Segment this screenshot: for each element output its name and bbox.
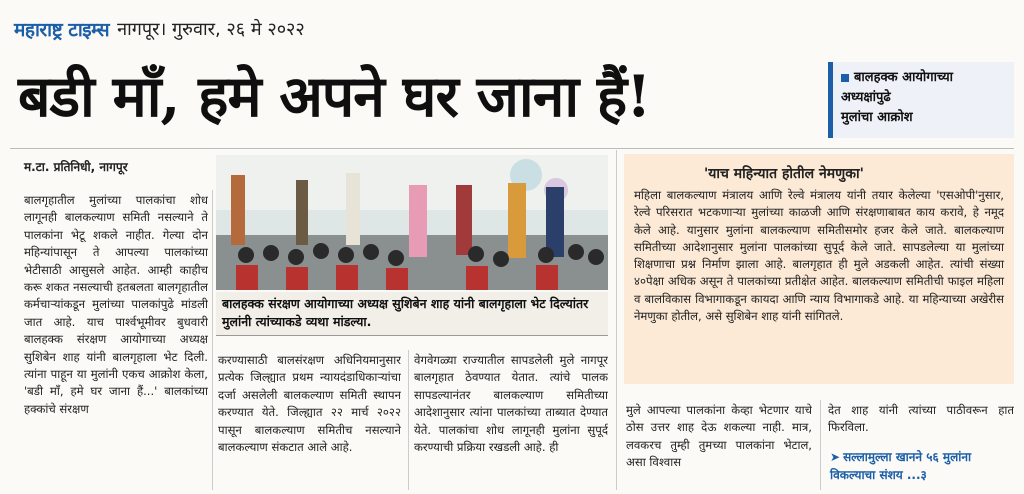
news-photo: [216, 155, 608, 290]
boxout-title: 'याच महिन्यात होतील नेमणुका': [704, 166, 864, 182]
related-story-text: सल्लामुल्ला खानने ५६ मुलांना विकल्याचा संशय ...३: [830, 450, 972, 482]
photo-caption: बालहक्क संरक्षण आयोगाच्या अध्यक्ष सुशिबेन शाह यांनी बालगृहाला भेट दिल्यांतर मुलांनी त्यांच्याकडे व्यथा मांडल्या.: [216, 292, 608, 336]
summary-line-3: मुलांचा आक्रोश: [841, 110, 913, 125]
story-summary-box: [828, 62, 1014, 138]
article-column-4: मुले आपल्या पालकांना केव्हा भेटणार याचे ठोस उत्तर शाह देऊ शकल्या नाही. मात्र, लवकरच तुम्ही तुमच्या पालकांना भेटाल, असा विश्वास: [626, 403, 812, 470]
summary-line-1: बालहक्क आयोगाच्या: [854, 70, 954, 85]
headline-divider: [10, 148, 1014, 149]
column-divider: [212, 190, 213, 490]
dateline: नागपूर। गुरुवार, २६ मे २०२२: [117, 19, 305, 40]
boxout: [624, 154, 1014, 384]
byline: म.टा. प्रतिनिधी, नागपूर: [24, 160, 128, 174]
column-divider: [408, 350, 409, 490]
related-story-link[interactable]: [830, 448, 1018, 484]
arrow-right-icon: ➤: [830, 450, 841, 464]
headline: बडी माँ, हमे अपने घर जाना हैं!: [18, 63, 651, 130]
column-divider: [616, 150, 617, 490]
newspaper-brand: महाराष्ट्र टाइम्स: [14, 19, 110, 41]
article-column-2: करण्यासाठी बालसंरक्षण अधिनियमानुसार प्रत्येक जिल्ह्यात प्रथम न्यायदंडाधिकाऱ्यांचा दर्जा असलेली बालकल्याण समिती स्थापन करण्यात येते. जिल्ह्यात २२ मार्च २०२२ पासून बालकल्याण समितीच नसल्याने बालकल्याण संकटात आले आहे.: [218, 353, 401, 455]
article-column-3: वेगवेगळ्या राज्यातील सापडलेली मुले नागपूर बालगृहात ठेवण्यात येतात. त्यांचे पालक सापडल्यानंतर बालकल्याण समितीच्या आदेशानुसार त्यांना पालकांच्या ताब्यात देण्यात येते. पालकांचा शोध लागूनही मुलांना सुपूर्द करण्याची प्रक्रिया रखडली आहे. ही: [414, 353, 608, 455]
masthead: [14, 16, 305, 42]
article-column-1: बालगृहातील मुलांच्या पालकांचा शोध लागूनही बालकल्याण समिती नसल्याने ते पालकांना भेटू शकले नाहीत. गेल्या दोन महिन्यांपासून ते आपल्या पालकांच्या भेटीसाठी आसुसले आहेत. आम्ही काहीच करू शकत नसल्याची हतबलता बालगृहातील कर्मचाऱ्यांकडून मुलांच्या पालकांपुढे मांडली जात आहे. याच पार्श्वभूमीवर बुधवारी बालहक्क संरक्षण आयोगाच्या अध्यक्ष सुशिबेन शाह यांनी बालगृहाला भेट दिली. त्यांना पाहून या मुलांनी एकच आक्रोश केला, 'बडी माँ, हमे घर जाना हैं...' बालकांच्या हक्कांचे संरक्षण: [24, 193, 208, 416]
summary-line-2: अध्यक्षांपुढे: [841, 90, 891, 105]
column-divider: [820, 400, 821, 490]
square-bullet-icon: [841, 74, 849, 82]
boxout-body: महिला बालकल्याण मंत्रालय आणि रेल्वे मंत्रालय यांनी तयार केलेल्या 'एसओपी'नुसार, रेल्वे परिसरात भटकणाऱ्या मुलांच्या काळजी आणि संरक्षणाबाबत काय करावे, हे नमूद केले आहे. यानुसार मुलांना बालकल्याण समितीसमोर हजर केले जाते. बालकल्याण समितीच्या आदेशानुसार मुलांना पालकांच्या सुपूर्द केले जाते. सापडलेल्या या मुलांच्या शिक्षणाचा प्रश्न निर्माण झाला आहे. बालगृहात ही मुले अडकली आहेत. त्यांची संख्या ४०पेक्षा अधिक असून ते पालकांच्या प्रतीक्षेत आहेत. बालकल्याण समितीची फाइल महिला व बालविकास विभागाकडून कायदा आणि न्याय विभागाकडे आहे. या महिन्याच्या अखेरीस नेमणुका होतील, असे सुशिबेन शाह यांनी सांगितले.: [634, 188, 1004, 324]
article-column-5: देत शाह यांनी त्यांच्या पाठीवरून हात फिरविला.: [828, 403, 1014, 435]
